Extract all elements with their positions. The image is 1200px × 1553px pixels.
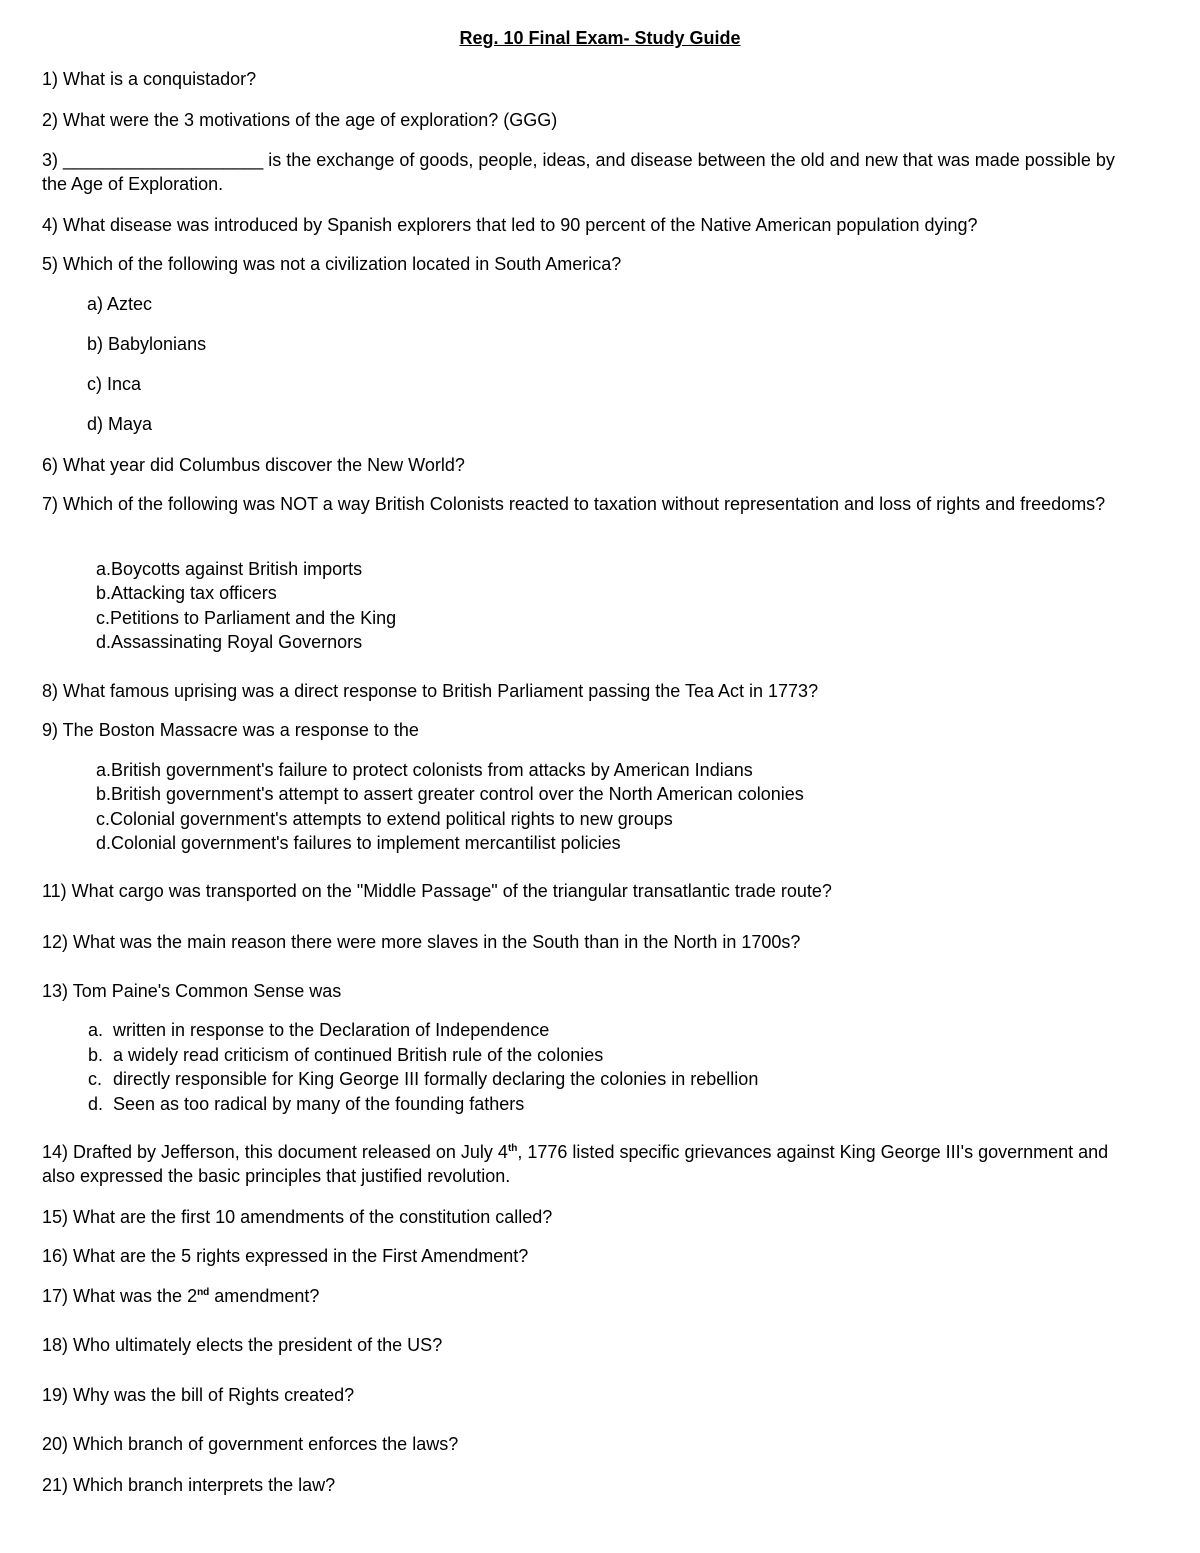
- question-7: 7) Which of the following was NOT a way British Colonists reacted to taxation without representation and loss of rights and freedoms?: [42, 494, 1106, 514]
- option-letter: b.: [88, 1044, 104, 1065]
- option-text: directly responsible for King George III formally declaring the colonies in rebellion: [113, 1069, 759, 1089]
- question-3: [42, 148, 1142, 196]
- question-18: 18) Who ultimately elects the president of the US?: [42, 1335, 443, 1355]
- question-13-options: [88, 1018, 758, 1116]
- question-16: 16) What are the 5 rights expressed in the First Amendment?: [42, 1246, 529, 1266]
- question-14-superscript: th: [507, 1143, 518, 1154]
- question-3-blank: ____________________: [63, 150, 264, 170]
- question-17-superscript: nd: [197, 1287, 210, 1298]
- question-9: 9) The Boston Massacre was a response to the: [42, 720, 419, 740]
- question-9-option-b: b.British government's attempt to assert greater control over the North American colonies: [96, 784, 804, 805]
- question-17-end: amendment?: [209, 1286, 320, 1306]
- question-21: 21) Which branch interprets the law?: [42, 1475, 336, 1495]
- question-3-number: 3): [42, 150, 59, 170]
- question-14-end: , 1776 listed specific grievances against King George III's government and also expressed the basic principles that justified revolution.: [42, 1142, 1109, 1186]
- option-text: a widely read criticism of continued British rule of the colonies: [113, 1044, 604, 1065]
- question-13-option-b: [88, 1043, 758, 1068]
- page-title: Reg. 10 Final Exam- Study Guide: [459, 28, 741, 48]
- question-14-start: 14) Drafted by Jefferson, this document released on July 4: [42, 1142, 508, 1162]
- question-13: 13) Tom Paine's Common Sense was: [42, 981, 342, 1001]
- question-6: 6) What year did Columbus discover the New World?: [42, 455, 465, 475]
- question-17: [42, 1284, 1142, 1308]
- question-13-option-d: [88, 1092, 758, 1117]
- question-20: 20) Which branch of government enforces the laws?: [42, 1434, 459, 1454]
- option-letter: a.: [88, 1020, 104, 1040]
- question-9-options: [96, 758, 804, 855]
- question-11: 11) What cargo was transported on the "Middle Passage" of the triangular transatlantic trade route?: [42, 881, 832, 901]
- question-7-option-c: c.Petitions to Parliament and the King: [96, 607, 397, 628]
- option-letter: c.: [88, 1069, 103, 1089]
- question-5: 5) Which of the following was not a civilization located in South America?: [42, 254, 622, 274]
- question-13-option-c: [88, 1067, 758, 1092]
- question-3-text: is the exchange of goods, people, ideas, and disease between the old and new that was made possible by the Age of Exploration.: [42, 150, 1115, 194]
- question-15: 15) What are the first 10 amendments of the constitution called?: [42, 1207, 553, 1227]
- question-9-option-c: c.Colonial government's attempts to extend political rights to new groups: [96, 808, 673, 829]
- question-4: 4) What disease was introduced by Spanish explorers that led to 90 percent of the Native American population dying?: [42, 215, 978, 235]
- question-5-option-a: a) Aztec: [87, 294, 153, 314]
- question-8: 8) What famous uprising was a direct response to British Parliament passing the Tea Act in 1773?: [42, 681, 819, 701]
- question-7-option-d: d.Assassinating Royal Governors: [96, 631, 363, 652]
- question-13-option-a: [88, 1018, 758, 1043]
- question-19: 19) Why was the bill of Rights created?: [42, 1385, 355, 1405]
- question-7-option-b: b.Attacking tax officers: [96, 583, 277, 604]
- question-9-option-a: a.British government's failure to protect colonists from attacks by American Indians: [96, 760, 753, 780]
- question-1: 1) What is a conquistador?: [42, 69, 257, 89]
- option-text: written in response to the Declaration of Independence: [113, 1020, 550, 1040]
- question-2: 2) What were the 3 motivations of the age of exploration? (GGG): [42, 110, 558, 130]
- question-5-option-b: b) Babylonians: [87, 334, 207, 354]
- question-5-option-d: d) Maya: [87, 414, 153, 434]
- question-5-option-c: c) Inca: [87, 374, 142, 394]
- question-9-option-d: d.Colonial government's failures to implement mercantilist policies: [96, 832, 621, 853]
- option-letter: d.: [88, 1093, 104, 1114]
- option-text: Seen as too radical by many of the founding fathers: [113, 1093, 525, 1114]
- question-7-options: [96, 557, 396, 654]
- question-14: [42, 1140, 1142, 1188]
- question-12: 12) What was the main reason there were more slaves in the South than in the North in 1700s?: [42, 932, 801, 952]
- question-17-start: 17) What was the 2: [42, 1286, 198, 1306]
- question-7-option-a: a.Boycotts against British imports: [96, 559, 363, 579]
